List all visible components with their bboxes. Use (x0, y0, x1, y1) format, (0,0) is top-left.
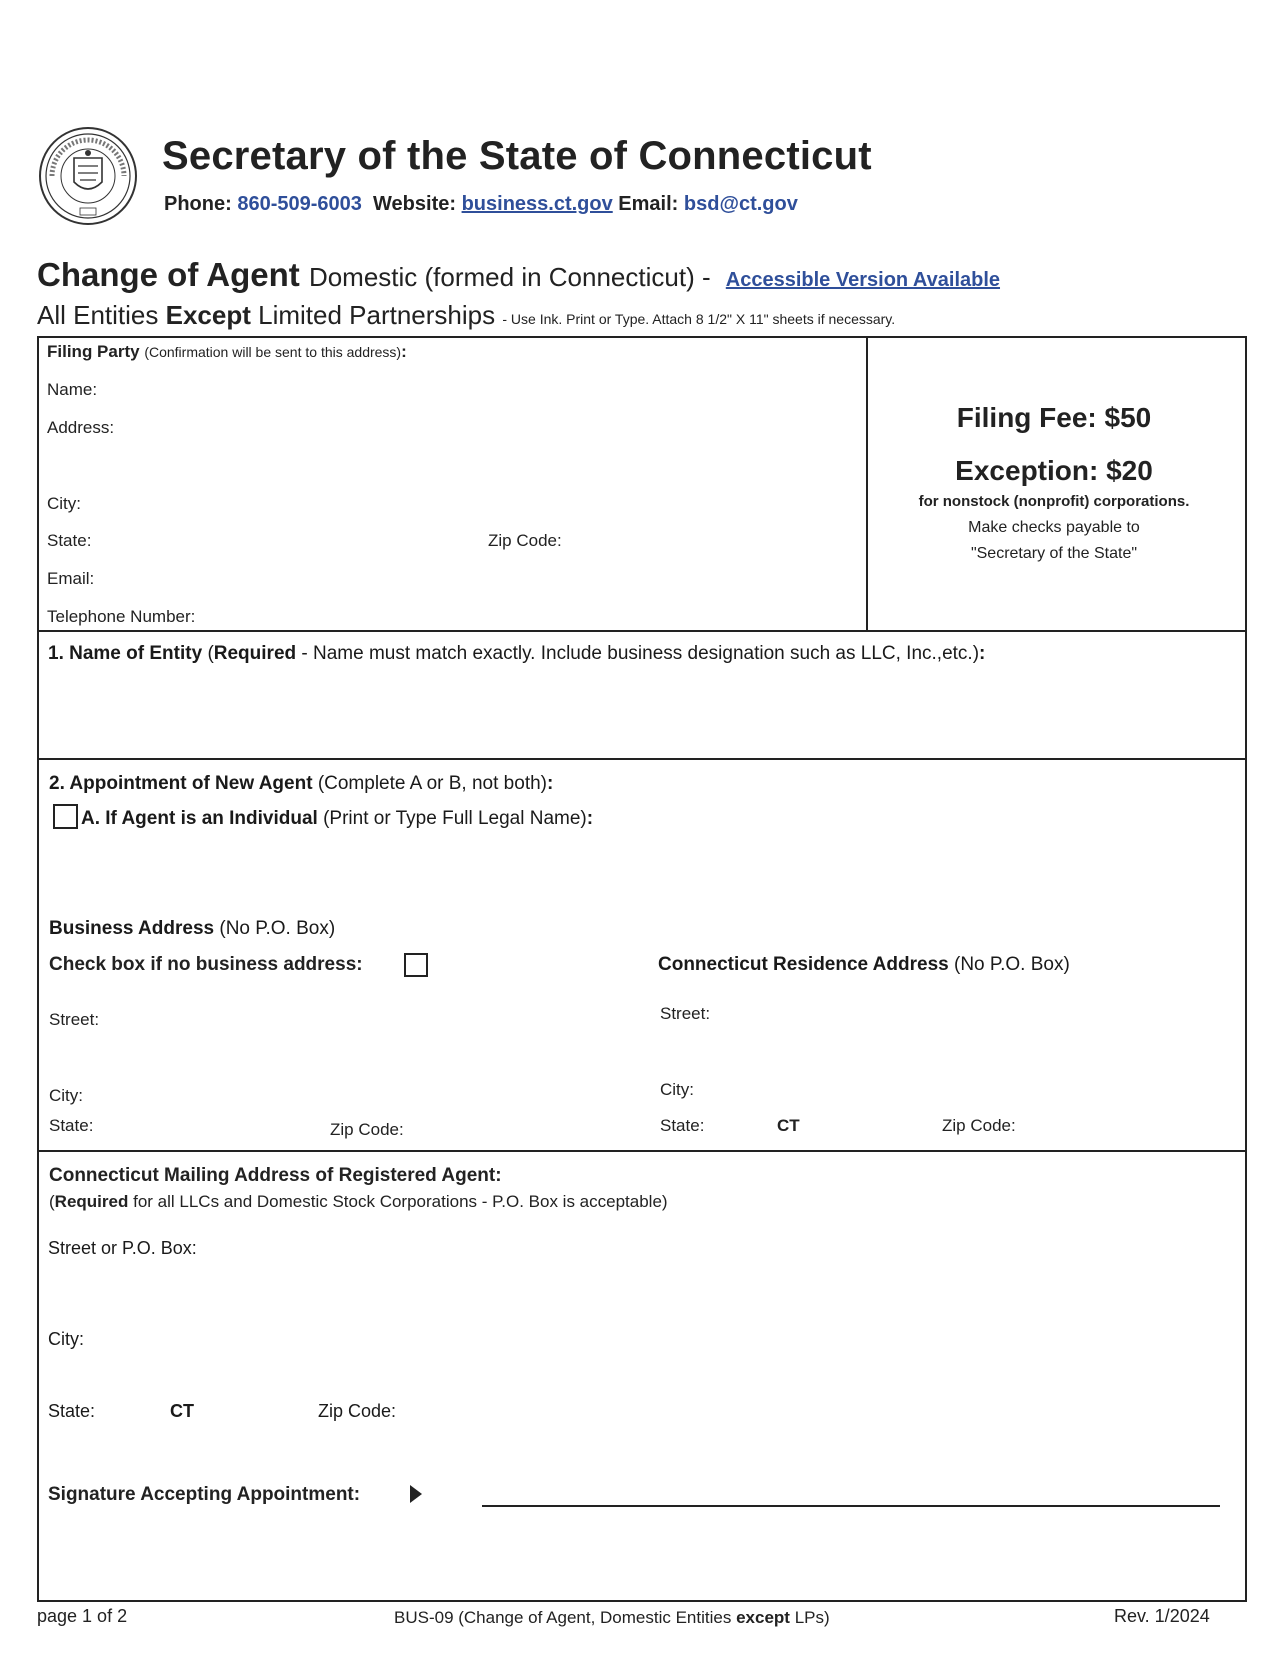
form-identifier-text: BUS-09 (Change of Agent, Domestic Entities (394, 1608, 732, 1627)
applicability-except: Except (165, 300, 251, 330)
business-zip-label: Zip Code: (330, 1120, 404, 1139)
business-street-label: Street: (49, 1010, 100, 1029)
filing-name-label: Name: (47, 380, 98, 399)
business-address-note: (No P.O. Box) (219, 918, 336, 939)
mailing-required: Required (54, 1192, 129, 1211)
mailing-divider (37, 1150, 1247, 1152)
section2-title: 2. Appointment of New Agent (49, 773, 313, 794)
business-address-heading (49, 918, 335, 940)
signature-label: Signature Accepting Appointment: (48, 1484, 361, 1505)
filing-party-title: Filing Party (47, 342, 140, 361)
section2-note: (Complete A or B, not both) (317, 773, 547, 794)
form-identifier-end: LPs) (794, 1608, 830, 1627)
agent-individual-note: (Print or Type Full Legal Name) (323, 808, 587, 829)
filing-email-label: Email: (47, 569, 95, 588)
mailing-zip-label: Zip Code: (318, 1401, 397, 1421)
ink-instruction: - Use Ink. Print or Type. Attach 8 1/2" X 11" sheets if necessary. (502, 311, 896, 327)
email-label: Email: (618, 193, 679, 215)
section2-colon: : (547, 773, 554, 794)
residence-address-heading (658, 954, 1070, 976)
residence-zip-label: Zip Code: (942, 1116, 1016, 1135)
mailing-open: ( (49, 1192, 55, 1211)
mailing-note: for all LLCs and Domestic Stock Corporations - P.O. Box is acceptable) (133, 1192, 668, 1211)
mailing-state-value: CT (170, 1401, 194, 1421)
exception-note: for nonstock (nonprofit) corporations. (918, 493, 1190, 510)
form-applicability (37, 300, 895, 331)
section1-heading (48, 643, 985, 665)
applicability-prefix: All Entities (37, 300, 159, 330)
no-business-address-label: Check box if no business address: (49, 954, 363, 975)
form-title-main: Change of Agent (37, 256, 300, 293)
section2-divider (37, 758, 1247, 760)
agent-individual-title: A. If Agent is an Individual (81, 808, 318, 829)
section1-colon: : (979, 643, 986, 664)
no-business-address-checkbox[interactable] (404, 953, 428, 977)
residence-address-note: (No P.O. Box) (954, 954, 1070, 975)
business-address-title: Business Address (49, 918, 215, 939)
mailing-city-label: City: (48, 1329, 84, 1349)
filing-address-label: Address: (47, 418, 115, 437)
form-subtitle: Domestic (formed in Connecticut) - (308, 262, 711, 292)
section1-divider (37, 630, 1247, 632)
form-title (37, 256, 1000, 294)
business-state-label: State: (49, 1116, 94, 1135)
section1-title: 1. Name of Entity (48, 643, 203, 664)
arrow-right-icon (408, 1484, 424, 1504)
filing-zip-label: Zip Code: (488, 531, 562, 550)
checks-payable-line1: Make checks payable to (968, 519, 1140, 536)
phone-number[interactable]: 860-509-6003 (237, 193, 362, 215)
applicability-suffix: Limited Partnerships (258, 300, 496, 330)
residence-city-label: City: (660, 1080, 694, 1099)
filing-party-note: (Confirmation will be sent to this address) (144, 344, 402, 360)
section2-heading (49, 773, 553, 795)
section1-required: Required (213, 643, 297, 664)
section1-note: - Name must match exactly. Include business designation such as LLC, Inc.,etc.) (301, 643, 980, 664)
filing-telephone-label: Telephone Number: (47, 607, 196, 626)
contact-line (164, 193, 798, 216)
residence-address-title: Connecticut Residence Address (658, 954, 949, 975)
mailing-street-label: Street or P.O. Box: (48, 1238, 197, 1258)
agency-title: Secretary of the State of Connecticut (162, 134, 872, 178)
form-identifier (394, 1608, 830, 1628)
filing-city-label: City: (47, 494, 81, 513)
form-identifier-except: except (736, 1608, 790, 1627)
filing-party-colon: : (401, 342, 407, 361)
agent-individual-checkbox[interactable] (53, 804, 78, 829)
accessible-version-link[interactable]: Accessible Version Available (725, 269, 1001, 291)
agent-individual-colon: : (586, 808, 594, 829)
page-number: page 1 of 2 (37, 1606, 128, 1626)
mailing-address-heading: Connecticut Mailing Address of Registered Agent: (49, 1165, 502, 1186)
residence-state-value: CT (777, 1116, 800, 1135)
revision: Rev. 1/2024 (1114, 1606, 1210, 1626)
residence-street-label: Street: (660, 1004, 711, 1023)
agent-individual-heading (81, 808, 593, 830)
exception-fee: Exception: $20 (955, 455, 1153, 486)
signature-line[interactable] (482, 1505, 1220, 1507)
business-city-label: City: (49, 1086, 83, 1105)
filing-fee: Filing Fee: $50 (956, 402, 1152, 433)
filing-state-label: State: (47, 531, 92, 550)
phone-label: Phone: (164, 193, 232, 215)
residence-state-label: State: (660, 1116, 705, 1135)
checks-payable-line2: "Secretary of the State" (970, 545, 1138, 562)
connecticut-state-seal-icon (38, 126, 138, 226)
mailing-required-note (49, 1192, 668, 1212)
website-label: Website: (373, 193, 457, 215)
email-address[interactable]: bsd@ct.gov (683, 193, 798, 215)
filing-party-heading (47, 342, 407, 362)
website-link[interactable]: business.ct.gov (461, 193, 613, 215)
mailing-state-label: State: (48, 1401, 96, 1421)
section1-open: ( (207, 643, 214, 664)
